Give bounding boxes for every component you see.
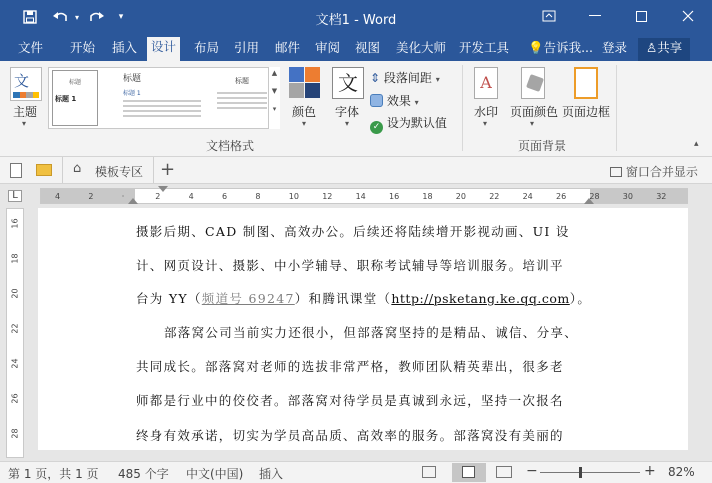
gallery-more-icon[interactable]: ▾ xyxy=(272,105,277,113)
colors-icon[interactable] xyxy=(289,67,321,99)
undo-dropdown-icon[interactable]: ▾ xyxy=(74,12,79,22)
word-count[interactable]: 485 个字 xyxy=(118,467,169,481)
set-default-button[interactable] xyxy=(370,114,447,134)
gallery-style-3[interactable] xyxy=(217,70,267,126)
page-borders-label[interactable]: 页面边框 xyxy=(562,105,611,119)
maximize-icon[interactable] xyxy=(628,4,654,28)
ruler-tick-label: 2 xyxy=(155,192,161,201)
folder-icon[interactable] xyxy=(36,164,52,176)
zoom-level[interactable]: 82% xyxy=(668,465,695,479)
tab-file[interactable]: 文件 xyxy=(18,40,44,55)
line-text: 台为 YY（ xyxy=(136,291,202,306)
vruler-tick-label: 26 xyxy=(10,393,20,404)
merge-windows-button[interactable] xyxy=(610,163,698,180)
document-page[interactable] xyxy=(38,208,688,450)
paragraph-line: 共同成长。部落窝对老师的选拔非常严格，教师团队精英辈出，很多老 xyxy=(136,359,564,374)
group-separator xyxy=(462,65,463,151)
theme-dropdown-icon[interactable]: ▾ xyxy=(22,119,27,128)
print-layout-icon[interactable] xyxy=(452,463,486,482)
collapse-ribbon-icon[interactable]: ▴ xyxy=(694,139,699,149)
ruler-tick-label: 18 xyxy=(422,192,433,201)
ribbon-tabs xyxy=(0,34,712,61)
paragraph-line: 摄影后期、CAD 制图、高效办公。后续还将陆续增开影视动画、UI 设 xyxy=(136,224,570,239)
window-icon xyxy=(610,167,622,177)
paragraph-line: 终身有效承诺，切实为学员高品质、高效率的服务。部落窝没有美丽的 xyxy=(136,428,564,443)
vertical-scrollbar[interactable] xyxy=(692,208,712,458)
login-button[interactable]: 登录 xyxy=(602,40,628,55)
paragraph-spacing-dropdown-icon: ▾ xyxy=(435,75,440,84)
gallery-style-1[interactable] xyxy=(52,70,98,126)
tab-design[interactable]: 设计 xyxy=(147,37,180,61)
watermark-label[interactable]: 水印 xyxy=(474,105,499,119)
tab-selector-icon[interactable]: L xyxy=(8,190,22,202)
theme-icon[interactable]: 文 xyxy=(10,67,42,101)
paragraph-line: 计、网页设计、摄影、中小学辅导、职称考试辅导等培训服务。培训平 xyxy=(136,258,564,273)
gallery-style-1-title: 标题 xyxy=(68,79,81,86)
gallery-style-1-heading: 标题 1 xyxy=(55,95,77,103)
tab-references[interactable]: 引用 xyxy=(234,40,260,55)
fonts-label[interactable]: 字体 xyxy=(335,105,360,119)
gallery-style-2-title: 标题 xyxy=(123,74,142,84)
ruler-tick-label: · xyxy=(121,192,125,201)
right-indent-marker[interactable] xyxy=(584,198,594,204)
ribbon-display-icon[interactable] xyxy=(536,4,562,28)
zoom-slider[interactable] xyxy=(540,472,640,473)
gallery-style-2-heading: 标题 1 xyxy=(123,90,141,97)
vruler-tick-label: 16 xyxy=(10,218,20,229)
merge-windows-label: 窗口合并显示 xyxy=(625,165,698,179)
group-doc-format-label: 文档格式 xyxy=(206,139,255,153)
paragraph-line xyxy=(136,289,596,307)
watermark-dropdown-icon[interactable]: ▾ xyxy=(483,119,488,128)
template-zone-label: 模板专区 xyxy=(95,165,144,179)
minimize-icon[interactable] xyxy=(582,4,608,28)
gallery-style-3-title: 标题 xyxy=(235,77,249,85)
insert-mode[interactable]: 插入 xyxy=(259,467,284,481)
style-gallery[interactable] xyxy=(48,67,280,129)
page-borders-icon[interactable] xyxy=(574,67,598,99)
ruler-tick-label: 6 xyxy=(222,192,228,201)
close-icon[interactable] xyxy=(675,4,701,28)
tab-view[interactable]: 视图 xyxy=(355,40,381,55)
left-indent-marker[interactable] xyxy=(128,198,138,204)
gallery-up-icon[interactable]: ▲ xyxy=(271,69,278,77)
checkmark-icon: ✓ xyxy=(370,121,383,134)
tab-insert[interactable]: 插入 xyxy=(112,40,138,55)
ruler-tick-label: 26 xyxy=(556,192,567,201)
ruler-tick-label: 24 xyxy=(522,192,533,201)
paragraph-spacing-icon: ⇕ xyxy=(370,71,381,85)
colors-dropdown-icon[interactable]: ▾ xyxy=(302,119,307,128)
new-doc-icon[interactable] xyxy=(10,163,22,178)
zoom-in-button[interactable]: + xyxy=(644,463,656,479)
tab-mailings[interactable]: 邮件 xyxy=(275,40,301,55)
gallery-scroll[interactable] xyxy=(268,67,280,129)
paragraph-spacing-button[interactable] xyxy=(370,69,440,86)
page-count[interactable]: 第 1 页，共 1 页 xyxy=(8,467,99,481)
group-page-background-label: 页面背景 xyxy=(518,139,567,153)
web-layout-icon[interactable] xyxy=(496,466,512,478)
effects-dropdown-icon: ▾ xyxy=(414,98,419,107)
effects-icon xyxy=(370,94,383,107)
window-title: 文档1 - Word xyxy=(315,13,397,28)
ruler-tick-label: 32 xyxy=(656,192,667,201)
paragraph-line: 部落窝公司当前实力还很小，但部落窝坚持的是精品、诚信、分享、 xyxy=(164,325,579,340)
template-zone-tab[interactable] xyxy=(62,157,154,183)
vruler-tick-label: 20 xyxy=(10,288,20,299)
gallery-style-2[interactable] xyxy=(123,70,201,126)
document-tab-bar xyxy=(0,157,712,184)
zoom-out-button[interactable]: − xyxy=(526,463,538,479)
watermark-icon[interactable]: A xyxy=(474,67,498,99)
ruler-tick-label: 8 xyxy=(255,192,261,201)
vruler-tick-label: 18 xyxy=(10,253,20,264)
add-tab-icon[interactable]: + xyxy=(160,159,176,180)
home-icon: ⌂ xyxy=(73,161,82,176)
language-status[interactable]: 中文(中国) xyxy=(186,467,244,481)
paragraph-line: 师都是行业中的佼佼者。部落窝对待学员是真诚到永远，坚持一次报名 xyxy=(136,393,564,408)
ruler-tick-label: 20 xyxy=(455,192,466,201)
tab-beautify-master[interactable]: 美化大师 xyxy=(396,40,447,55)
lightbulb-icon: 💡 xyxy=(528,40,544,55)
theme-label[interactable]: 主题 xyxy=(13,105,38,119)
line-text: ）。 xyxy=(569,291,592,306)
ribbon-design xyxy=(0,61,712,157)
status-bar xyxy=(0,461,712,483)
vertical-ruler[interactable] xyxy=(6,208,24,458)
tell-me-box[interactable] xyxy=(524,38,597,61)
fonts-dropdown-icon[interactable]: ▾ xyxy=(345,119,350,128)
ruler-tick-label: 4 xyxy=(55,192,61,201)
ruler-tick-label: 30 xyxy=(622,192,633,201)
gallery-down-icon[interactable]: ▼ xyxy=(271,87,278,95)
ruler-tick-label: 28 xyxy=(589,192,600,201)
effects-button[interactable] xyxy=(370,92,419,109)
page-color-dropdown-icon[interactable]: ▾ xyxy=(530,119,535,128)
ruler-tick-label: 4 xyxy=(188,192,194,201)
ruler-tick-label: 10 xyxy=(288,192,299,201)
paragraph-spacing-label: 段落间距 xyxy=(383,71,432,85)
effects-label: 效果 xyxy=(386,94,411,108)
person-icon: ♙ xyxy=(646,40,658,55)
tab-home[interactable]: 开始 xyxy=(70,40,96,55)
tell-me-label: 告诉我... xyxy=(543,40,593,55)
tab-layout[interactable]: 布局 xyxy=(194,40,220,55)
page-color-label[interactable]: 页面颜色 xyxy=(510,105,559,119)
ruler-tick-label: 16 xyxy=(389,192,400,201)
print-layout-glyph xyxy=(462,466,475,478)
line-text: ）和腾讯课堂（ xyxy=(294,291,392,306)
share-button[interactable] xyxy=(638,38,690,61)
share-label: 共享 xyxy=(657,40,683,55)
zoom-slider-thumb[interactable] xyxy=(579,467,582,478)
channel-link[interactable]: 频道号 69247 xyxy=(201,291,295,306)
tencent-link[interactable]: http://psketang.ke.qq.com xyxy=(391,291,570,306)
tab-review[interactable]: 审阅 xyxy=(315,40,341,55)
first-line-indent-marker[interactable] xyxy=(158,186,168,192)
colors-label[interactable]: 颜色 xyxy=(292,105,317,119)
page-color-icon[interactable] xyxy=(521,67,545,99)
title-bar xyxy=(0,0,712,34)
ruler-tick-label: 2 xyxy=(88,192,94,201)
ruler-tick-label: 22 xyxy=(489,192,500,201)
vruler-tick-label: 22 xyxy=(10,323,20,334)
ruler-tick-label: 12 xyxy=(322,192,333,201)
ruler-tick-label: 14 xyxy=(355,192,366,201)
fonts-icon[interactable]: 文 xyxy=(332,67,364,99)
set-default-label: 设为默认值 xyxy=(386,116,447,130)
group-separator xyxy=(616,65,617,151)
horizontal-ruler-bar xyxy=(0,184,712,208)
ruler-right-margin xyxy=(590,189,688,203)
vruler-tick-label: 24 xyxy=(10,358,20,369)
tab-developer[interactable]: 开发工具 xyxy=(459,40,510,55)
customize-icon[interactable]: ▾ xyxy=(118,12,124,22)
vruler-tick-label: 28 xyxy=(10,428,20,439)
read-mode-icon[interactable] xyxy=(422,466,436,478)
